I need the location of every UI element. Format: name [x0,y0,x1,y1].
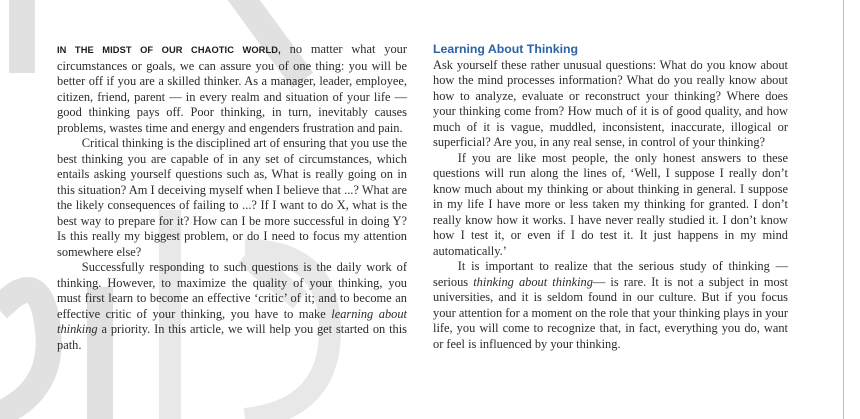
right-paragraph-1: Ask yourself these rather unusual questions: What do you know about how the mind processes information? What do you really know about how to analyze, evaluate or reconstruct your thinking? Where does your thinking come from? How much of it is of good quality, and how much of it is vague, muddled, inconsistent, inaccurate, illogical or superficial? Are you, in any real sense, in control of your thinking? [433,57,788,149]
emphasis-thinking-about-thinking: thinking about thinking [473,274,593,289]
section-heading: Learning About Thinking [433,42,579,56]
right-paragraph-3 [433,259,788,352]
emphasis-learning-about-thinking: learning about thinking [57,306,407,336]
right-paragraph-2: If you are like most people, the only honest answers to these questions will run along the lines of, ‘Well, I suppose I really don’t know much about my thinking or about thinking in general. I suppose in my life I have more or less taken my thinking for granted. I don’t really know how it works. I have never really studied it. I don’t know how I test it, or even if I do test it. It just happens in my mind automatically.’ [433,150,788,258]
right-column [433,42,788,352]
left-paragraph-3-text-b: a priority. In this article, we will help you get started on this path. [57,322,407,352]
lead-in: IN THE MIDST OF OUR CHAOTIC WORLD, [57,45,281,55]
left-paragraph-1-text: no matter what your circumstances or goals, we can assure you of one thing: you will be better off if you are a skilled thinker. As a manager, leader, employee, citizen, friend, parent — in every realm and situation of your life — good thinking pays off. Poor thinking, in turn, inevitably causes problems, wastes time and energy and engenders frustration and pain. [57,42,407,135]
page-edge-divider [843,0,844,419]
left-column [57,42,407,353]
left-paragraph-1 [57,42,407,136]
left-paragraph-2: Critical thinking is the disciplined art of ensuring that you use the best thinking you are capable of in any set of circumstances, which entails asking yourself questions such as, What is really going on in this situation? Am I deceiving myself when I believe that ...? What are the likely consequences of failing to ...? If I want to do X, what is the best way to prepare for it? How can I be more successful in doing Y? Is this really my biggest problem, or do I need to focus my attention somewhere else? [57,136,407,259]
right-paragraph-3-text-a: It is important to realize that the serious study of thinking — serious [433,259,788,289]
left-paragraph-3-text-a: Successfully responding to such questions is the daily work of thinking. However, to maximize the quality of your thinking, you must first learn to become an effective ‘critic’ of it; and to become an effective critic of your thinking, you have to make [57,260,407,321]
right-paragraph-3-text-b: — is rare. It is not a subject in most universities, and it is seldom found in our culture. But if you focus your attention for a moment on the role that your thinking plays in your life, you will come to recognize that, in fact, everything you do, want or feel is influenced by your thinking. [433,274,788,351]
left-paragraph-3 [57,260,407,353]
